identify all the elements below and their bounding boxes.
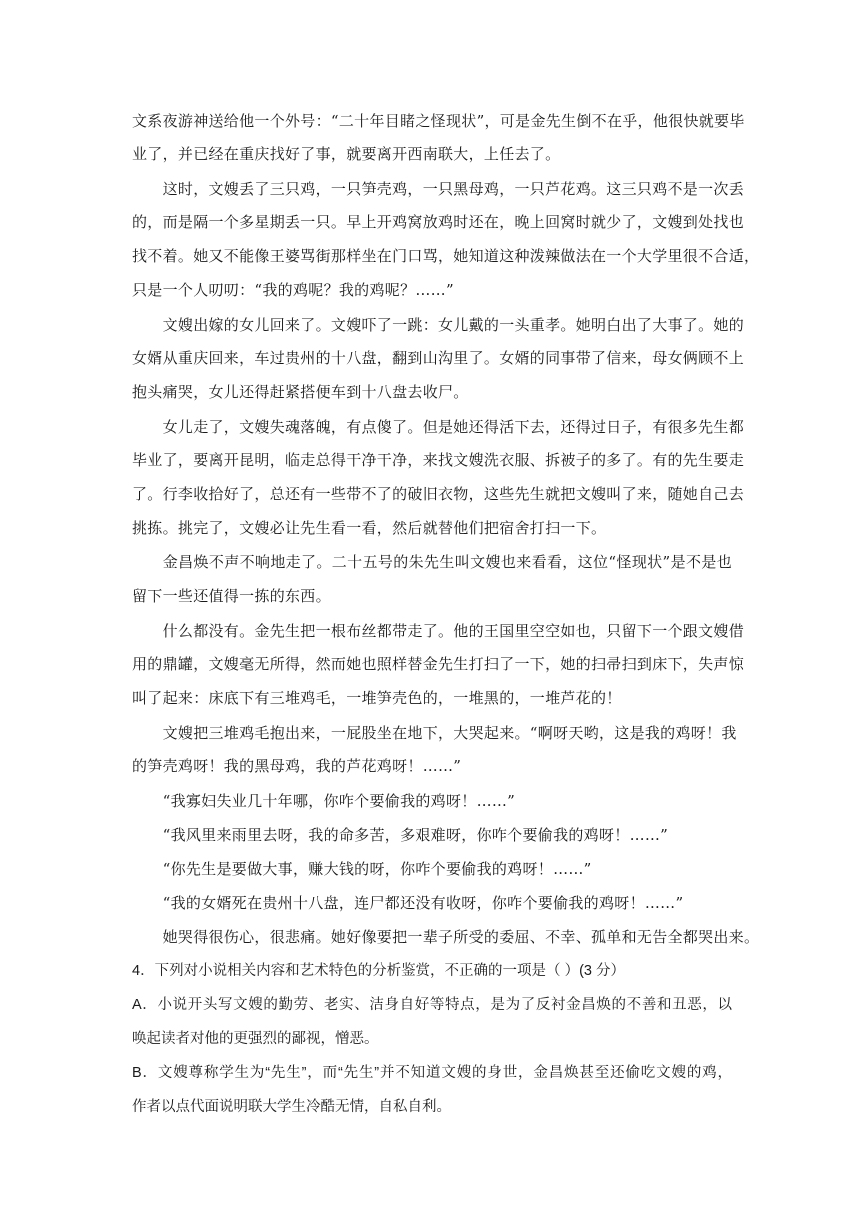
passage-line: “我寡妇失业几十年哪，你咋个要偷我的鸡呀！……” bbox=[132, 792, 516, 810]
option-b-line: B．文嫂尊称学生为“先生”，而“先生”并不知道文嫂的身世，金昌焕甚至还偷吃文嫂的鸡， bbox=[132, 1065, 732, 1081]
passage-line: 女儿走了，文嫂失魂落魄，有点傻了。但是她还得活下去，还得过日子，有很多先生都 bbox=[132, 418, 745, 436]
passage-line: 只是一个人叨叨：“我的鸡呢？我的鸡呢？……” bbox=[132, 281, 454, 299]
passage-line: 的，而是隔一个多星期丢一只。早上开鸡窝放鸡时还在，晚上回窝时就少了，文嫂到处找也 bbox=[132, 213, 745, 231]
passage-line: 文系夜游神送给他一个外号：“二十年目睹之怪现状”，可是金先生倒不在乎，他很快就要毕 bbox=[132, 112, 745, 130]
passage-line: 找不着。她又不能像王婆骂街那样坐在门口骂，她知道这种泼辣做法在一个大学里很不合适， bbox=[132, 247, 760, 265]
passage-line: 的笋壳鸡呀！我的黑母鸡，我的芦花鸡呀！……” bbox=[132, 757, 462, 775]
passage-line: 什么都没有。金先生把一根布丝都带走了。他的王国里空空如也，只留下一个跟文嫂借 bbox=[132, 622, 745, 640]
passage-line: “我的女婿死在贵州十八盘，连尸都还没有收呀，你咋个要偷我的鸡呀！……” bbox=[132, 894, 684, 912]
option-a-line: 唤起读者对他的更强烈的鄙视，憎恶。 bbox=[132, 1031, 379, 1047]
passage-line: 抱头痛哭，女儿还得赶紧搭便车到十八盘去收尸。 bbox=[132, 383, 469, 401]
passage-line: 叫了起来：床底下有三堆鸡毛，一堆笋壳色的，一堆黑的，一堆芦花的！ bbox=[132, 689, 622, 707]
passage-line: 留下一些还值得一拣的东西。 bbox=[132, 587, 331, 605]
option-b-line: 作者以点代面说明联大学生冷酷无情，自私自利。 bbox=[132, 1099, 451, 1115]
option-a-line: A．小说开头写文嫂的勤劳、老实、洁身自好等特点，是为了反衬金昌焕的不善和丑恶，以 bbox=[132, 997, 732, 1013]
question-stem: 4．下列对小说相关内容和艺术特色的分析鉴赏，不正确的一项是（ ）(3 分） bbox=[132, 963, 626, 979]
passage-line: 了。行李收拾好了，总还有一些带不了的破旧衣物，这些先生就把文嫂叫了来，随她自己去 bbox=[132, 485, 745, 503]
passage-line: 女婿从重庆回来，车过贵州的十八盘，翻到山沟里了。女婿的同事带了信来，母女俩顾不上 bbox=[132, 349, 745, 367]
passage-line: “你先生是要做大事，赚大钱的呀，你咋个要偷我的鸡呀！……” bbox=[132, 860, 592, 878]
passage-line: 挑拣。挑完了，文嫂必让先生看一看，然后就替他们把宿舍打扫一下。 bbox=[132, 519, 607, 537]
passage-line: 文嫂把三堆鸡毛抱出来，一屁股坐在地下，大哭起来。“啊呀天哟，这是我的鸡呀！我 bbox=[132, 724, 737, 742]
passage-line: 文嫂出嫁的女儿回来了。文嫂吓了一跳：女儿戴的一头重孝。她明白出了大事了。她的 bbox=[132, 316, 745, 334]
passage-line: 毕业了，要离开昆明，临走总得干净干净，来找文嫂洗衣服、拆被子的多了。有的先生要走 bbox=[132, 451, 745, 469]
passage-line: 她哭得很伤心，很悲痛。她好像要把一辈子所受的委屈、不幸、孤单和无告全都哭出来。 bbox=[132, 928, 760, 946]
passage-line: 金昌焕不声不响地走了。二十五号的朱先生叫文嫂也来看看，这位“怪现状”是不是也 bbox=[132, 553, 732, 571]
passage-line: 业了，并已经在重庆找好了事，就要离开西南联大，上任去了。 bbox=[132, 145, 561, 163]
passage-line: 用的鼎罐，文嫂毫无所得，然而她也照样替金先生打扫了一下，她的扫帚扫到床下，失声惊 bbox=[132, 655, 745, 673]
passage-line: 这时，文嫂丢了三只鸡，一只笋壳鸡，一只黑母鸡，一只芦花鸡。这三只鸡不是一次丢 bbox=[132, 180, 745, 198]
passage-line: “我风里来雨里去呀，我的命多苦，多艰难呀，你咋个要偷我的鸡呀！……” bbox=[132, 826, 669, 844]
